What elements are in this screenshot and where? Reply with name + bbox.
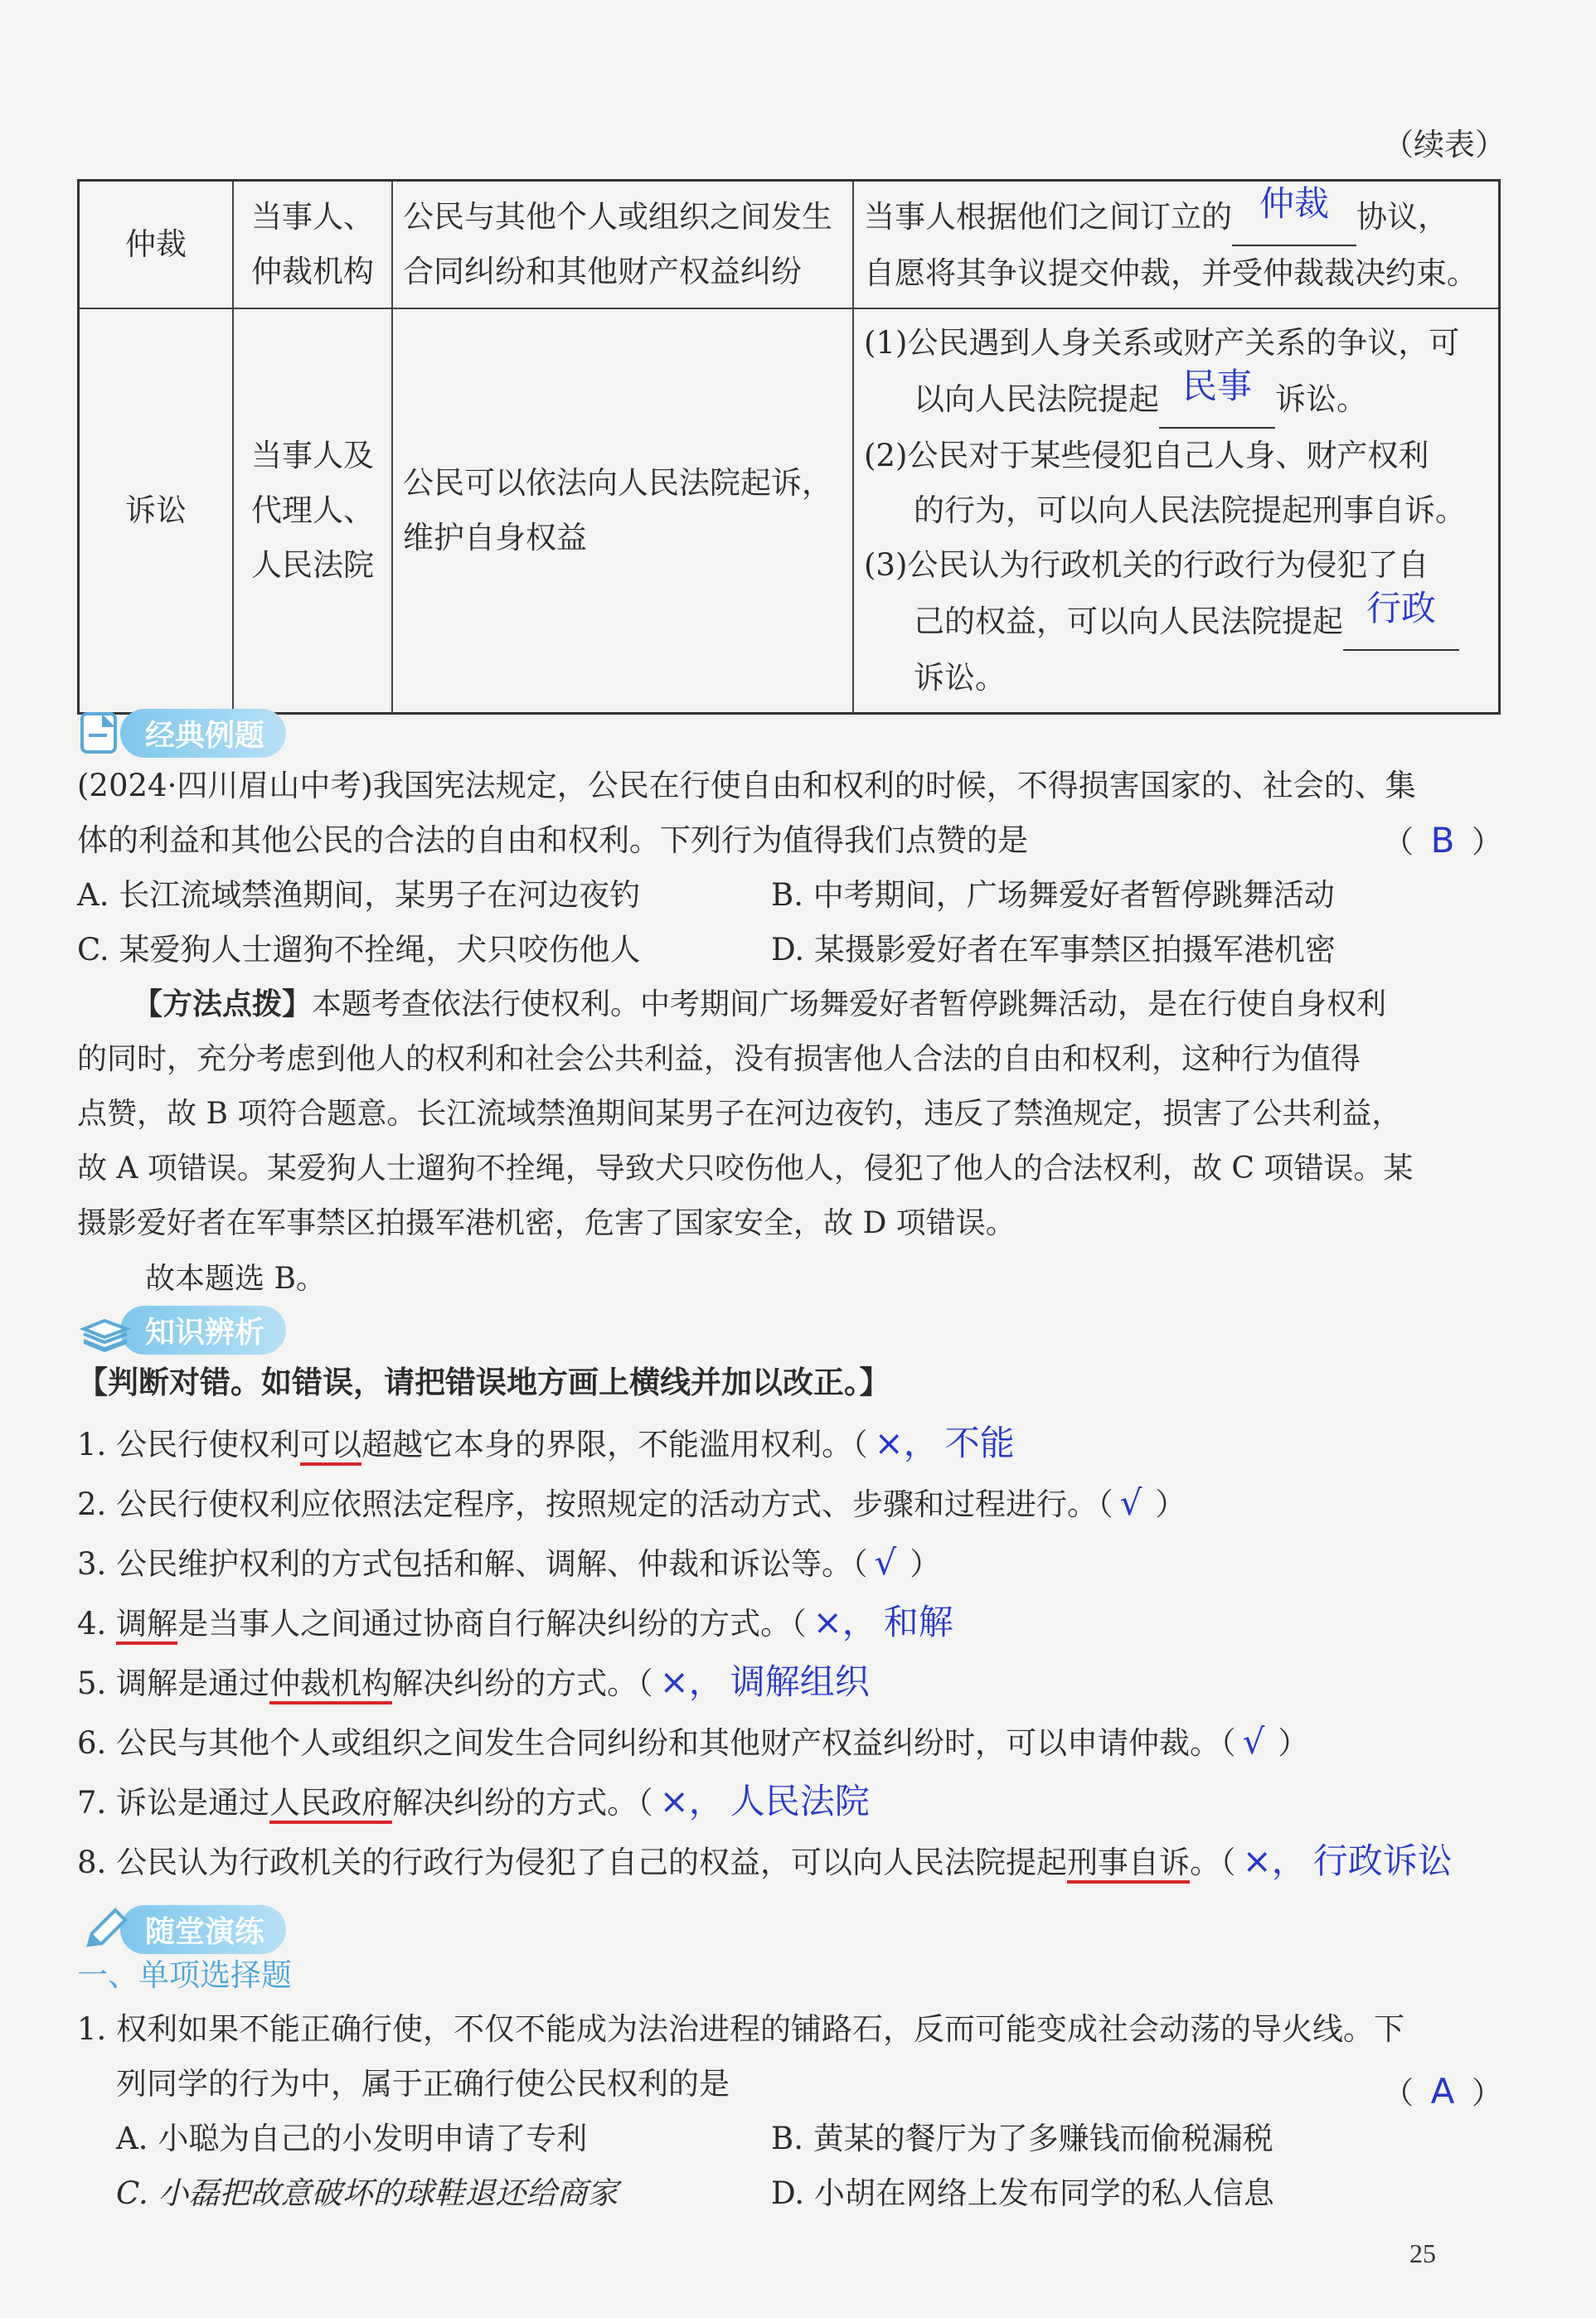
answer-mark: ×， — [659, 1661, 724, 1702]
item-pre: 3. 公民维护权利的方式包括和解、调解、仲裁和诉讼等。（ — [77, 1546, 868, 1582]
correction: 调解组织 — [730, 1661, 870, 1702]
knowledge-instruction: 【判断对错。如错误，请把错误地方画上横线并加以改正。】 — [77, 1365, 890, 1400]
item-pre: 8. 公民认为行政机关的行政行为侵犯了自己的权益，可以向人民法院提起 — [77, 1845, 1068, 1880]
judgment-item — [77, 1774, 870, 1831]
judgment-item — [77, 1476, 1186, 1532]
example-stem-line1: (2024·四川眉山中考)我国宪法规定，公民在行使自由和权利的时候，不得损害国家的、社会的、集 — [77, 768, 1416, 803]
subject-cell: 当事人、 仲裁机构 — [233, 181, 392, 309]
practice-q1-line1: 1. 权利如果不能正确行使，不仅不能成为法治进程的铺路石，反而可能变成社会动荡的导火线。下 — [77, 2011, 1405, 2047]
procedure-cell: 当事人根据他们之间订立的 仲裁 协议， 自愿将其争议提交仲裁，并受仲裁裁决约束。 — [853, 181, 1500, 309]
answer-mark: √ — [1242, 1721, 1265, 1762]
scope-cell: 公民可以依法向人民法院起诉， 维护自身权益 — [392, 308, 853, 714]
subject-cell: 当事人及 代理人、 人民法院 — [233, 308, 392, 714]
correction: 行政诉讼 — [1312, 1840, 1453, 1881]
error-underline: 人民政府 — [269, 1785, 392, 1824]
option-c: C. 某爱狗人士遛狗不拴绳，犬只咬伤他人 — [77, 932, 641, 967]
method-line1: 【方法点拨】本题考查依法行使权利。中考期间广场舞爱好者暂停跳舞活动，是在行使自身权利 — [133, 987, 1387, 1021]
item-pre: 6. 公民与其他个人或组织之间发生合同纠纷和其他财产权益纠纷时，可以申请仲裁。（ — [77, 1725, 1236, 1761]
answer-mark: ×， — [813, 1602, 877, 1642]
section-title: 一、单项选择题 — [77, 1957, 292, 1993]
correction: 和解 — [883, 1602, 953, 1642]
practice-q1-line2: 列同学的行为中，属于正确行使公民权利的是 — [116, 2066, 730, 2102]
judgment-item — [77, 1535, 940, 1592]
procedure-cell: (1)公民遇到人身关系或财产关系的争议，可 以向人民法院提起 民事 诉讼。 (2)公民对于某些侵犯自己人身、财产权利 的行为，可以向人民法院提起刑事自诉。 (3)公民认为行政机关的行政行为侵犯了自 己的权益，可以向人民法院提起 行政 诉讼。 — [853, 308, 1500, 714]
error-underline: 调解 — [116, 1606, 177, 1645]
conclusion: 故本题选 B。 — [145, 1262, 326, 1296]
judgment-item — [77, 1595, 953, 1651]
pencil-icon — [77, 1905, 132, 1953]
error-underline: 刑事自诉 — [1067, 1845, 1190, 1884]
error-underline: 仲裁机构 — [269, 1666, 392, 1705]
item-post: 超越它本身的界限，不能滥用权利。（ — [361, 1427, 868, 1462]
practice-option-c: C. 小磊把故意破坏的球鞋退还给商家 — [116, 2175, 619, 2211]
practice-answer-paren: （ A ） — [1383, 2071, 1502, 2112]
document-icon — [77, 709, 132, 757]
example-stem-line2: 体的利益和其他公民的合法的自由和权利。下列行为值得我们点赞的是 — [77, 822, 1028, 858]
answer-blank: 民事 — [1159, 371, 1275, 429]
answer-blank: 行政 — [1343, 593, 1459, 651]
answer-blank: 仲裁 — [1232, 188, 1356, 246]
example-answer-paren: （ B ） — [1383, 820, 1502, 861]
method-line2: 的同时，充分考虑到他人的权利和社会公共利益，没有损害他人合法的自由和权利，这种行为值得 — [77, 1042, 1361, 1076]
item-post: 。（ — [1190, 1845, 1236, 1880]
method-line4: 故 A 项错误。某爱狗人士遛狗不拴绳，导致犬只咬伤他人，侵犯了他人的合法权利，故 C 项错误。某 — [77, 1152, 1414, 1186]
table-row — [79, 181, 1500, 309]
option-d: D. 某摄影爱好者在军事禁区拍摄军港机密 — [771, 932, 1336, 967]
item-pre: 1. 公民行使权利 — [77, 1427, 301, 1462]
judgment-item — [77, 1416, 1015, 1472]
books-icon — [77, 1306, 132, 1354]
practice-option-b: B. 黄某的餐厅为了多赚钱而偷税漏税 — [771, 2121, 1273, 2156]
item-post: 是当事人之间通过协商自行解决纠纷的方式。（ — [177, 1606, 807, 1642]
correction: 不能 — [944, 1423, 1015, 1463]
item-pre: 5. 调解是通过 — [77, 1666, 270, 1701]
item-post: 解决纠纷的方式。（ — [392, 1785, 653, 1821]
practice-banner: 随堂演练 — [77, 1905, 286, 1953]
page-number: 25 — [1409, 2238, 1436, 2268]
rights-protection-table — [77, 179, 1501, 715]
table-row — [79, 308, 1500, 714]
item-post: 解决纠纷的方式。（ — [392, 1666, 653, 1701]
knowledge-banner: 知识辨析 — [77, 1306, 286, 1354]
example-banner: 经典例题 — [77, 709, 286, 757]
answer-mark: ×， — [659, 1781, 724, 1821]
judgment-item — [77, 1834, 1453, 1890]
judgment-item — [77, 1655, 870, 1711]
option-a: A. 长江流域禁渔期间，某男子在河边夜钓 — [77, 877, 641, 913]
option-b: B. 中考期间，广场舞爱好者暂停跳舞活动 — [771, 877, 1335, 913]
item-close: ） — [1155, 1486, 1186, 1522]
correction: 人民法院 — [730, 1781, 870, 1821]
error-underline: 可以 — [300, 1427, 361, 1466]
answer-mark: ×， — [1242, 1840, 1307, 1881]
answer-mark: ×， — [874, 1423, 939, 1463]
way-cell: 仲裁 — [79, 181, 234, 309]
item-close: ） — [910, 1546, 941, 1582]
item-pre: 7. 诉讼是通过 — [77, 1785, 270, 1821]
scope-cell: 公民与其他个人或组织之间发生 合同纠纷和其他财产权益纠纷 — [392, 181, 853, 309]
practice-option-a: A. 小聪为自己的小发明申请了专利 — [116, 2121, 588, 2156]
practice-option-d: D. 小胡在网络上发布同学的私人信息 — [771, 2175, 1274, 2211]
answer-mark: √ — [1119, 1482, 1142, 1523]
item-pre: 2. 公民行使权利应依照法定程序，按照规定的活动方式、步骤和过程进行。（ — [77, 1486, 1113, 1522]
way-cell: 诉讼 — [79, 308, 234, 714]
continued-label: （续表） — [1383, 127, 1506, 162]
method-line5: 摄影爱好者在军事禁区拍摄军港机密，危害了国家安全，故 D 项错误。 — [77, 1206, 1016, 1240]
item-close: ） — [1278, 1725, 1309, 1761]
judgment-item — [77, 1714, 1308, 1771]
method-line3: 点赞，故 B 项符合题意。长江流域禁渔期间某男子在河边夜钓，违反了禁渔规定，损害了公共利益， — [77, 1097, 1402, 1131]
answer-mark: √ — [874, 1542, 897, 1583]
item-pre: 4. — [77, 1606, 117, 1642]
